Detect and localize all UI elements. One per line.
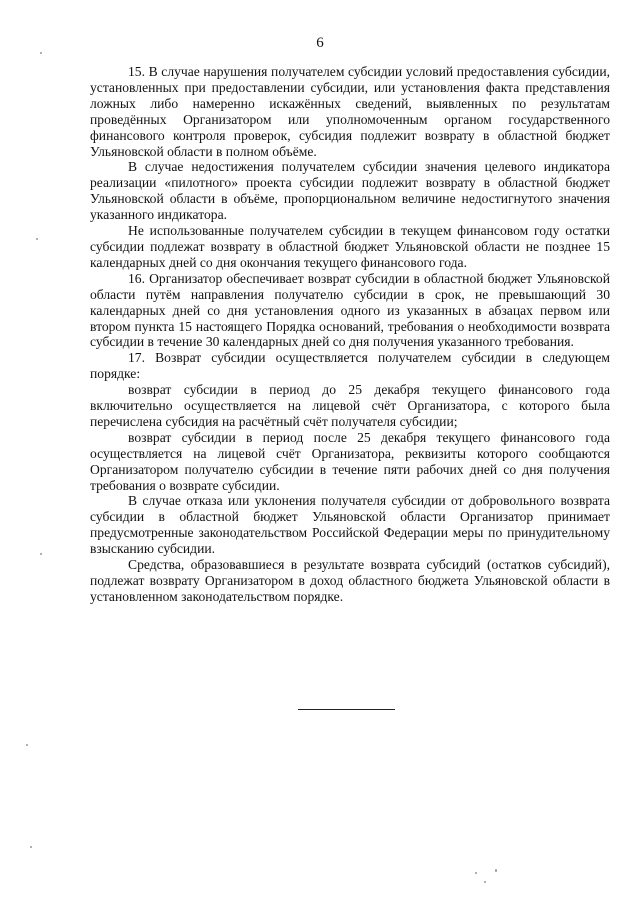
page-number: 6: [316, 35, 324, 51]
scan-speck: [26, 744, 28, 746]
paragraph-15-violation: 15. В случае нарушения получателем субсидии условий предоставления субсидии, установленных при предоставлении субсидии, или установления факта представления ложных либо намеренно искажённых сведений, выявленных по результатам проведённых Организатором или уполномоченным органом государственного финансового контроля проверок, субсидия подлежит возврату в областной бюджет Ульяновской области в полном объёме.: [90, 64, 610, 159]
scan-speck: [40, 52, 42, 54]
scan-speck: [495, 869, 497, 872]
scan-speck: [36, 238, 38, 240]
scan-speck: [40, 553, 42, 555]
paragraph-return-before-dec25: возврат субсидии в период до 25 декабря текущего финансового года включительно осуществляется на лицевой счёт Организатора, с которого была перечислена субсидия на расчётный счёт получателя субсидии;: [90, 382, 610, 429]
scan-speck: [475, 872, 477, 874]
end-of-text-rule: [298, 709, 395, 710]
paragraph-16-return-demand: 16. Организатор обеспечивает возврат субсидии в областной бюджет Ульяновской области путём направления получателю субсидии в срок, не превышающий 30 календарных дней со дня установления одного из указанных в абзацах первом или втором пункта 15 настоящего Порядка оснований, требования о необходимости возврата субсидии в течение 30 календарных дней со дня получения указанного требования.: [90, 270, 610, 350]
document-body: [90, 64, 610, 605]
paragraph-17-return-procedure: 17. Возврат субсидии осуществляется получателем субсидии в следующем порядке:: [90, 350, 610, 382]
paragraph-refusal-enforcement: В случае отказа или уклонения получателя субсидии от добровольного возврата субсидии в областной бюджет Ульяновской области Организатор принимает предусмотренные законодательством Российской Федерации меры по принудительному взысканию субсидии.: [90, 493, 610, 557]
paragraph-returned-funds: Средства, образовавшиеся в результате возврата субсидий (остатков субсидий), подлежат возврату Организатором в доход областного бюджета Ульяновской области в установленном законодательством порядке.: [90, 557, 610, 604]
paragraph-target-indicator: В случае недостижения получателем субсидии значения целевого индикатора реализации «пилотного» проекта субсидии подлежит возврату в областной бюджет Ульяновской области в объёме, пропорциональном величине недостигнутого значения указанного индикатора.: [90, 159, 610, 223]
scan-speck: [30, 846, 32, 848]
paragraph-unused-balance: Не использованные получателем субсидии в текущем финансовом году остатки субсидии подлежат возврату в областной бюджет Ульяновской области не позднее 15 календарных дней со дня окончания текущего финансового года.: [90, 223, 610, 270]
paragraph-return-after-dec25: возврат субсидии в период после 25 декабря текущего финансового года осуществляется на лицевой счёт Организатора, реквизиты которого сообщаются Организатором получателю субсидии в течение пяти рабочих дней со дня получения требования о возврате субсидии.: [90, 429, 610, 493]
scan-speck: [484, 881, 486, 883]
